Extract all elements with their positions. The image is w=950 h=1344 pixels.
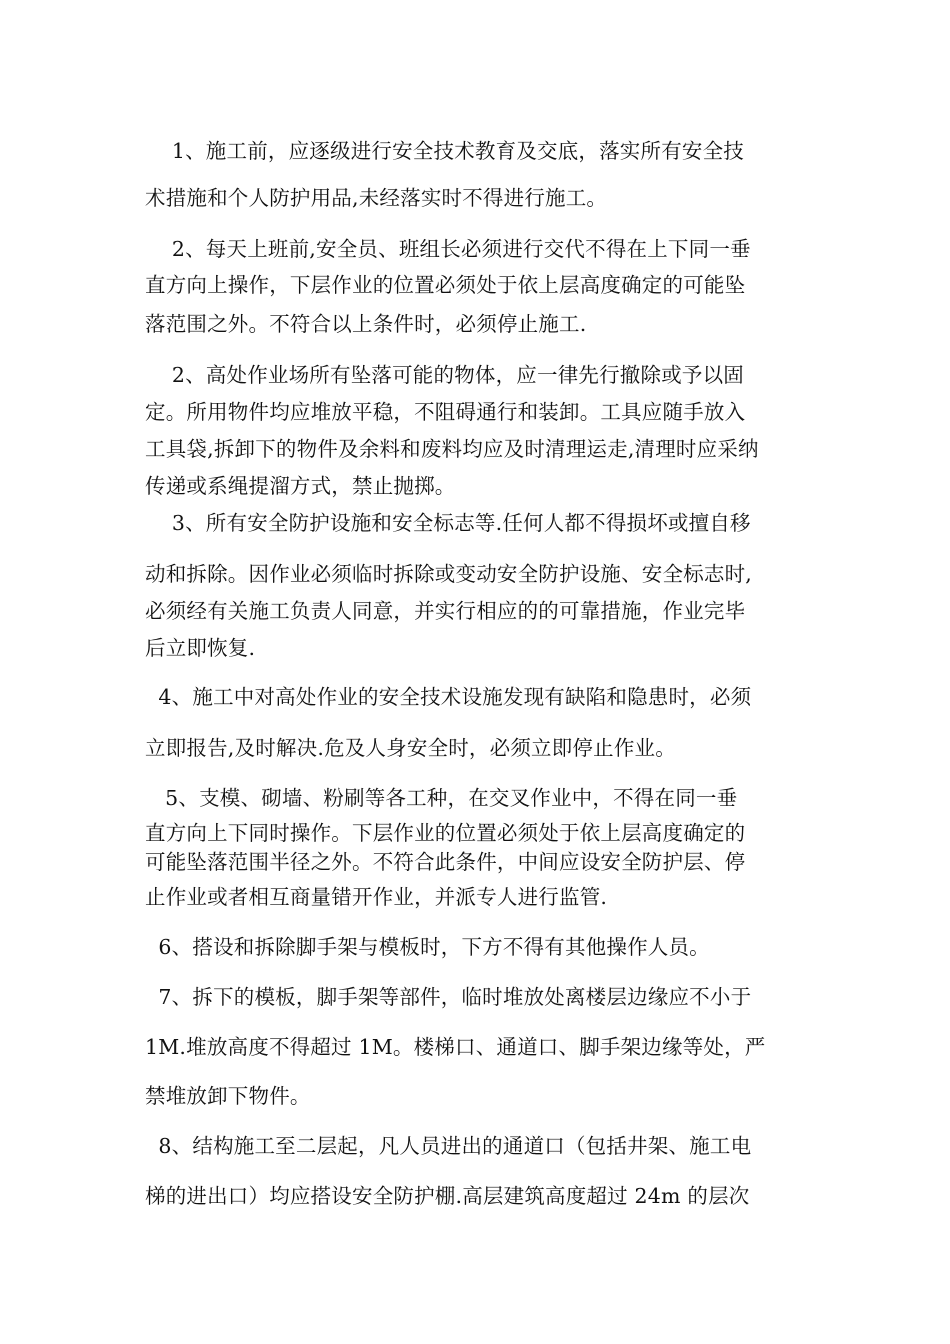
text-line: 4、施工中对高处作业的安全技术设施发现有缺陷和隐患时，必须 [145, 685, 752, 709]
text-line: 禁堆放卸下物件。 [145, 1084, 311, 1108]
text-line: 必须经有关施工负责人同意，并实行相应的的可靠措施，作业完毕 [145, 599, 746, 623]
text-line: 后立即恢复. [145, 636, 256, 660]
text-line: 7、拆下的模板，脚手架等部件，临时堆放处离楼层边缘应不小于 [145, 985, 752, 1009]
text-line: 1、施工前，应逐级进行安全技术教育及交底，落实所有安全技 [145, 139, 745, 163]
text-line: 可能坠落范围半径之外。不符合此条件，中间应设安全防护层、停 [145, 850, 746, 874]
text-line: 立即报告,及时解决.危及人身安全时，必须立即停止作业。 [145, 736, 676, 760]
text-line: 直方向上操作，下层作业的位置必须处于依上层高度确定的可能坠 [145, 273, 746, 297]
text-line: 直方向上下同时操作。下层作业的位置必须处于依上层高度确定的 [145, 821, 746, 845]
text-line: 术措施和个人防护用品,未经落实时不得进行施工。 [145, 186, 608, 210]
text-line: 传递或系绳提溜方式，禁止抛掷。 [145, 474, 456, 498]
text-line: 工具袋,拆卸下的物件及余料和废料均应及时清理运走,清理时应采纳 [145, 437, 759, 461]
text-line: 6、搭设和拆除脚手架与模板时，下方不得有其他操作人员。 [145, 935, 710, 959]
text-line: 3、所有安全防护设施和安全标志等.任何人都不得损坏或擅自移 [145, 511, 751, 535]
text-line: 1M.堆放高度不得超过 1M。楼梯口、通道口、脚手架边缘等处，严 [145, 1035, 766, 1059]
text-line: 2、每天上班前,安全员、班组长必须进行交代不得在上下同一垂 [145, 237, 751, 261]
text-line: 定。所用物件均应堆放平稳，不阻碍通行和装卸。工具应随手放入 [145, 400, 746, 424]
text-line: 动和拆除。因作业必须临时拆除或变动安全防护设施、安全标志时, [145, 562, 753, 586]
text-line: 5、支模、砌墙、粉刷等各工种，在交叉作业中，不得在同一垂 [145, 786, 738, 810]
text-line: 梯的进出口）均应搭设安全防护棚.高层建筑高度超过 24m 的层次 [145, 1184, 750, 1208]
text-line: 止作业或者相互商量错开作业，并派专人进行监管. [145, 885, 608, 909]
text-line: 8、结构施工至二层起，凡人员进出的通道口（包括井架、施工电 [145, 1134, 752, 1158]
text-line: 落范围之外。不符合以上条件时，必须停止施工. [145, 312, 587, 336]
text-line: 2、高处作业场所有坠落可能的物体，应一律先行撤除或予以固 [145, 363, 745, 387]
